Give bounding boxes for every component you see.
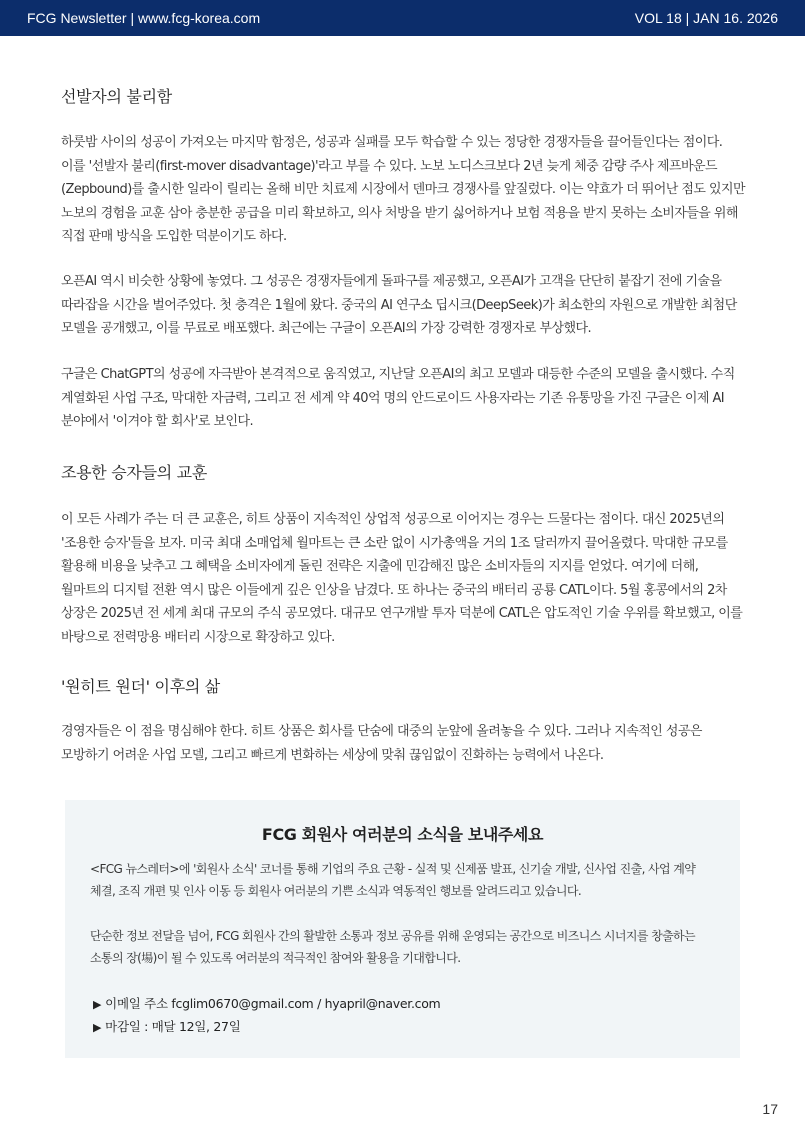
section-heading-one-hit-wonder: '원히트 원더' 이후의 삶 (61, 677, 220, 696)
page-number: 17 (762, 1101, 778, 1117)
arrow-right-icon: ▶ (93, 998, 102, 1011)
member-news-notice-box (65, 800, 740, 1058)
arrow-right-icon: ▶ (93, 1021, 102, 1034)
notice-title: FCG 회원사 여러분의 소식을 보내주세요 (261, 825, 544, 844)
contact-email-text: 이메일 주소 fcglim0670@gmail.com / hyapril@naver.com (105, 996, 441, 1011)
issue-volume-date: VOL 18 | JAN 16. 2026 (634, 10, 778, 26)
deadline-line (93, 1017, 241, 1035)
contact-email-line (93, 994, 440, 1012)
paragraph-first-mover-2: 오픈AI 역시 비슷한 상황에 놓였다. 그 성공은 경쟁자들에게 돌파구를 제공했고, 오픈AI가 고객을 단단히 붙잡기 전에 기술을 따라잡을 시간을 벌어주었다. 첫 충격은 1월에 왔다. 중국의 AI 연구소 딥시크(DeepSeek)가 최소한의 자원으로 개발한 최첨단 모델을 공개했고, 이를 무료로 배포했다. 최근에는 구글이 오픈AI의 가장 강력한 경쟁자로 부상했다. (61, 274, 737, 336)
paragraph-first-mover-1: 하룻밤 사이의 성공이 가져오는 마지막 함정은, 성공과 실패를 모두 학습할 수 있는 정당한 경쟁자들을 끌어들인다는 점이다. 이를 '선발자 불리(first-mover disadvantage)'라고 부를 수 있다. 노보 노디스크보다 2년 늦게 체중 감량 주사 제프바운드(Zepbound)를 출시한 일라이 릴리는 올해 비만 치료제 시장에서 덴마크 경쟁사를 앞질렀다. 이는 약효가 더 뛰어난 점도 있지만 노보의 경험을 교훈 삼아 충분한 공급을 미리 확보하고, 의사 처방을 받기 싫어하거나 보험 적용을 받지 못하는 소비자들을 위해 직접 판매 방식을 도입한 덕분이기도 하다. (61, 135, 746, 244)
deadline-text: 마감일 : 매달 12일, 27일 (105, 1019, 241, 1034)
section-heading-quiet-winners: 조용한 승자들의 교훈 (61, 463, 207, 482)
section-heading-first-mover: 선발자의 불리함 (61, 87, 172, 106)
paragraph-quiet-winners: 이 모든 사례가 주는 더 큰 교훈은, 히트 상품이 지속적인 상업적 성공으로 이어지는 경우는 드물다는 점이다. 대신 2025년의 '조용한 승자'들을 보자. 미국 최대 소매업체 월마트는 큰 소란 없이 시가총액을 거의 1조 달러까지 끌어올렸다. 막대한 규모를 활용해 비용을 낮추고 그 혜택을 소비자에게 돌린 전략은 지출에 민감해진 많은 소비자들의 지지를 얻었다. 여기에 더해, 월마트의 디지털 전환 역시 많은 이들에게 깊은 인상을 남겼다. 또 하나는 중국의 배터리 공룡 CATL이다. 5월 홍콩에서의 2차 상장은 2025년 전 세계 최대 규모의 주식 공모였다. 대규모 연구개발 투자 덕분에 CATL은 압도적인 기술 우위를 확보했고, 이를 바탕으로 전력망용 배터리 시장으로 확장하고 있다. (61, 512, 743, 645)
notice-paragraph-2: 단순한 정보 전달을 넘어, FCG 회원사 간의 활발한 소통과 정보 공유를 위해 운영되는 공간으로 비즈니스 시너지를 창출하는 소통의 장(場)이 될 수 있도록 여러분의 적극적인 참여와 활용을 기대합니다. (90, 929, 696, 965)
newsletter-site-label: FCG Newsletter | www.fcg-korea.com (27, 10, 261, 26)
paragraph-one-hit-wonder: 경영자들은 이 점을 명심해야 한다. 히트 상품은 회사를 단숨에 대중의 눈앞에 올려놓을 수 있다. 그러나 지속적인 성공은 모방하기 어려운 사업 모델, 그리고 빠르게 변화하는 세상에 맞춰 끊임없이 진화하는 능력에서 나온다. (61, 724, 702, 763)
newsletter-header-bar (0, 0, 805, 36)
notice-paragraph-1: <FCG 뉴스레터>에 '회원사 소식' 코너를 통해 기업의 주요 근황 - 실적 및 신제품 발표, 신기술 개발, 신사업 진출, 사업 계약 체결, 조직 개편 및 인사 이동 등 회원사 여러분의 기쁜 소식과 역동적인 행보를 알려드리고 있습니다. (90, 862, 696, 898)
paragraph-first-mover-3: 구글은 ChatGPT의 성공에 자극받아 본격적으로 움직였고, 지난달 오픈AI의 최고 모델과 대등한 수준의 모델을 출시했다. 수직 계열화된 사업 구조, 막대한 자금력, 그리고 전 세계 약 40억 명의 안드로이드 사용자라는 기존 유통망을 가진 구글은 이제 AI 분야에서 '이겨야 할 회사'로 보인다. (61, 367, 735, 429)
